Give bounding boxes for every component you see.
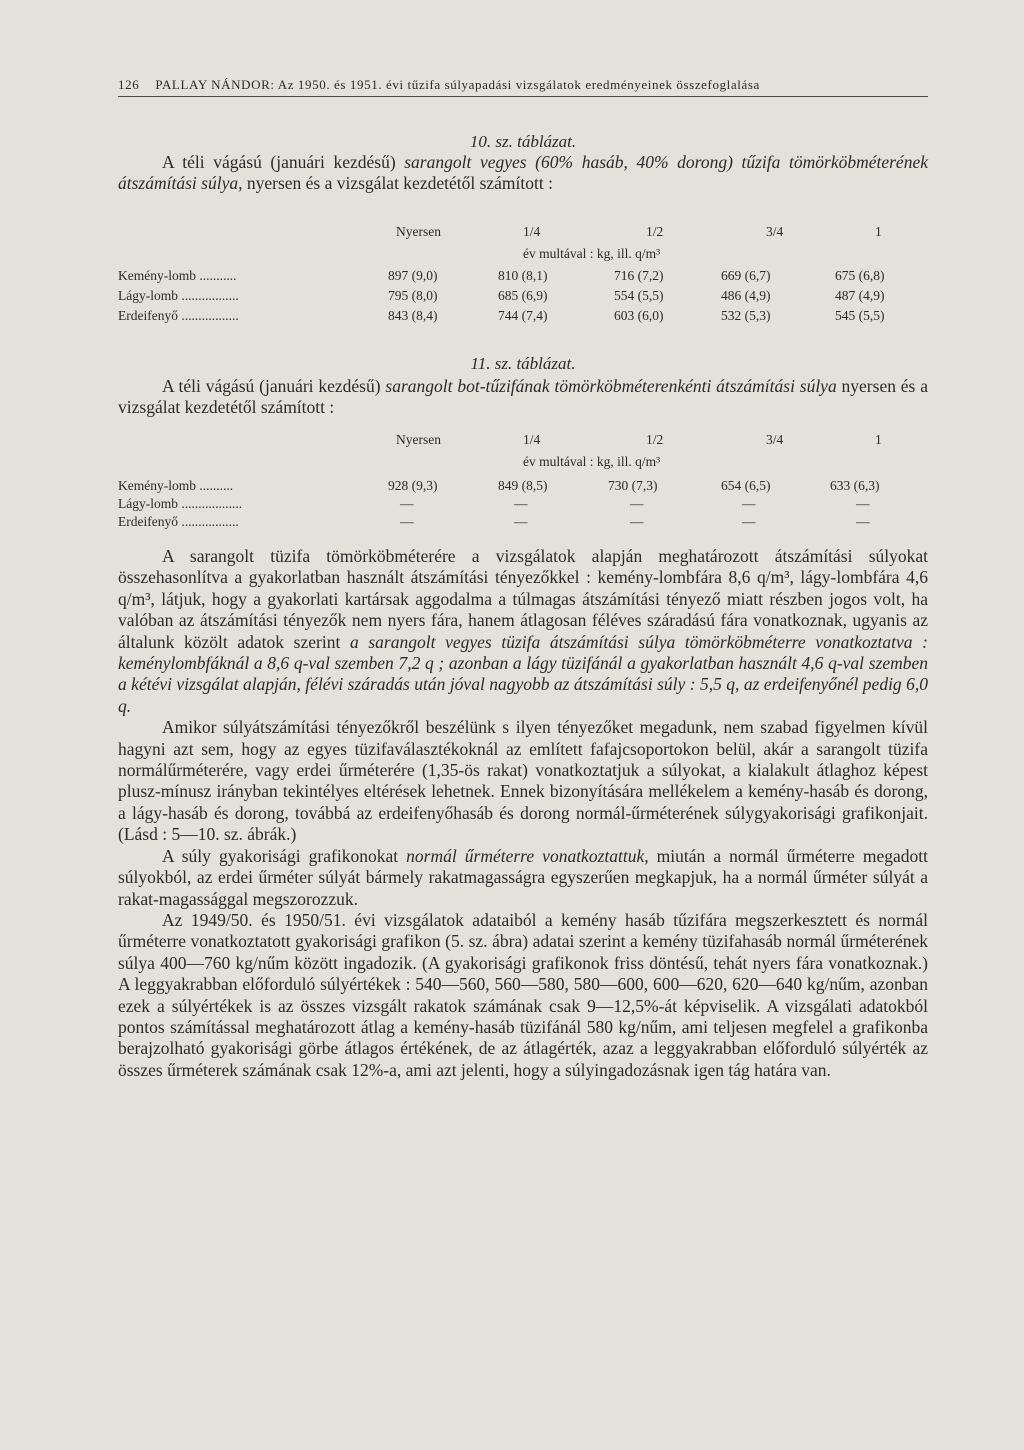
table-row: Kemény-lomb .......... 928 (9,3) 849 (8,5) 730 (7,3) 654 (6,5) 633 (6,3) [118,478,880,493]
table-row: Erdeifenyő ................. 843 (8,4) 744 (7,4) 603 (6,0) 532 (5,3) 545 (5,5) [118,308,885,323]
table-11-col-half: 1/2 [646,432,664,447]
table-11-caption-italic: sarangolt bot-tűzifának tömörköbméterenkénti átszámítási súlya [385,376,837,396]
running-title: PALLAY NÁNDOR: Az 1950. és 1951. évi tűzifa súlyapadási vizsgálatok eredményeinek összefoglalása [155,77,760,92]
table-10-col-quarter: 1/4 [523,224,541,239]
table-10-col-three-quarter: 3/4 [766,224,784,239]
table-11-col-quarter: 1/4 [523,432,541,447]
table-row: Lágy-lomb ................. 795 (8,0) 685 (6,9) 554 (5,5) 486 (4,9) 487 (4,9) [118,288,885,303]
table-10-title: 10. sz. táblázat. [469,132,577,151]
emphasis-text: normál űrméterre vonatkoztattuk, [406,845,649,866]
table-10-subheader: év multával : kg, ill. q/m³ [523,246,661,261]
table-10-header-row [118,224,928,242]
table-row: Erdeifenyő ................. — — — — — [118,514,870,529]
table-10-col-nyersen: Nyersen [396,224,441,239]
running-header [118,77,928,97]
table-11-col-nyersen: Nyersen [396,432,441,447]
table-11-caption: A téli vágású (januári kezdésű) sarangolt bot-tűzifának tömörköbméterenkénti átszámítási súlya nyersen és a vizsgálat kezdetétől számított : [118,376,928,417]
table-11-subheader: év multával : kg, ill. q/m³ [523,454,661,469]
table-row: Lágy-lomb .................. — — — — — [118,496,870,511]
paragraph: A súly gyakorisági grafikonokat normál űrméterre vonatkoztattuk, miután a normál űrméterre megadott súlyokból, az erdei űrméter súlyát bármely rakatmagasságra egyszerűen megkapjuk, ha a normál űrméter súlyát a rakat-magassággal megszorozzuk. [118,845,928,909]
paragraph: Amikor súlyátszámítási tényezőkről beszélünk s ilyen tényezőket megadunk, nem szabad figyelmen kívül hagyni azt sem, hogy az egyes tüzifaválasztékoknál az említett fafajcsoportokon belül, akár a sarangolt tüzifa normálűrméterére, vagy erdei űrméterére (1,35-ös rakat) vonatkoztatjuk a súlyokat, a kialakult átlaghoz képest plusz-mínusz irányban tekintélyes eltérések lehetnek. Ennek bizonyítására mellékelem a kemény-hasáb és dorong, a lágy-hasáb és dorong, továbbá az erdeifenyőhasáb és dorong normál-űrméterének súlygyakorisági grafikonjait. (Lásd : 5—10. sz. ábrák.) [118,717,928,845]
table-11-title: 11. sz. táblázat. [470,354,576,373]
paragraph: A sarangolt tüzifa tömörköbméterére a vizsgálatok alapján meghatározott átszámítási súlyokat összehasonlítva a gyakorlatban használt átszámítási tényezőkkel : kemény-lombfára 8,6 q/m³, lágy-lombfára 4,6 q/m³, látjuk, hogy a gyakorlati kartársak aggodalma a túlmagas átszámítási tényező miatt részben jogos volt, ha valóban az átszámítási tényezők nem nyers fára, hanem átlagosan féléves száradású fára vonatkoznak, ugyanis az általunk közölt adatok szerint a sarangolt vegyes tüzifa átszámítási súlya tömörköbméterre vonatkoztatva : keménylombfáknál a 8,6 q-val szemben 7,2 q ; azonban a lágy tüzifánál a gyakorlatban használt 4,6 q-val szemben a kétévi vizsgálat alapján, félévi száradás után jóval nagyobb az átszámítási súly : 5,5 q, az erdeifenyőnél pedig 6,0 q. [118,546,928,716]
paragraph: Az 1949/50. és 1950/51. évi vizsgálatok adataiból a kemény hasáb tűzifára megszerkesztett és normál űrméterre vonatkoztatott gyakorisági grafikon (5. sz. ábra) adatai szerint a kemény tüzifahasáb normál űrméterének súlya 400—760 kg/nűm között ingadozik. (A gyakorisági grafikonok friss döntésű, tehát nyers fára vonatkoznak.) A leggyakrabban előforduló súlyértékek : 540—560, 560—580, 580—600, 600—620, 620—640 kg/nűm, azonban ezek a súlyértékek is az összes vizsgált rakatok számának csak 9—12,5%-át képviselik. A vizsgálati adatokból pontos számítással meghatározott átlag a kemény-hasáb tüzifánál 580 kg/nűm, ami teljesen megfelel a grafikonba berajzolható gyakorisági görbe átlagos értékének, de az átlagérték, azaz a leggyakrabban előforduló súlyérték az összes űrméterek számának csak 12%-a, ami azt jelenti, hogy a súlyingadozásnak igen tág határa van. [118,909,928,1080]
table-11-col-one: 1 [875,432,882,447]
table-10-col-one: 1 [875,224,882,239]
emphasis-text: a sarangolt vegyes tüzifa átszámítási súlya tömörköbméterre vonatkoztatva : keménylombfáknál a 8,6 q-val szemben 7,2 q ; azonban a lágy tüzifánál a gyakorlatban használt 4,6 q-val szemben a kétévi vizsgálat alapján, félévi száradás után jóval nagyobb az átszámítási súly : 5,5 q, az erdeifenyőnél pedig 6,0 q. [118,631,928,716]
table-row: Kemény-lomb ........... 897 (9,0) 810 (8,1) 716 (7,2) 669 (6,7) 675 (6,8) [118,268,885,283]
table-10-col-half: 1/2 [646,224,664,239]
page-number: 126 [118,77,140,92]
table-10-caption-italic: sarangolt vegyes (60% hasáb, 40% dorong) tűzifa tömörköbméterének átszámítási súlya, [118,152,928,193]
body-text [118,546,928,1081]
table-11-col-three-quarter: 3/4 [766,432,784,447]
table-10-caption: A téli vágású (januári kezdésű) sarangolt vegyes (60% hasáb, 40% dorong) tűzifa tömörköbméterének átszámítási súlya, nyersen és a vizsgálat kezdetétől számított : [118,152,928,193]
table-11-header-row [118,432,928,450]
